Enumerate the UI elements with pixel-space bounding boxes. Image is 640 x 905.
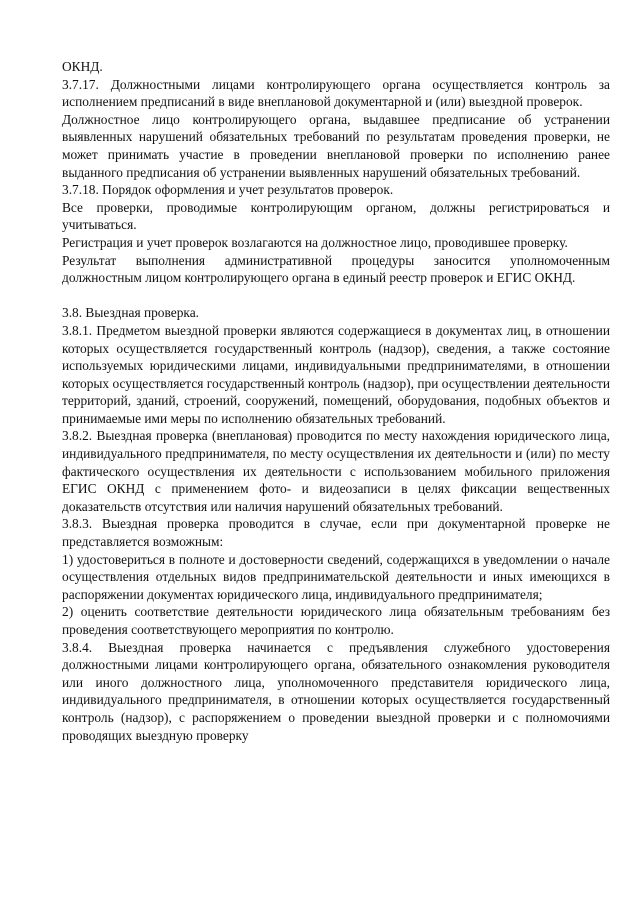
paragraph-3-7-17: 3.7.17. Должностными лицами контролирующего органа осуществляется контроль за исполнением предписаний в виде внеплановой документарной и (или) выездной проверок. <box>62 76 610 110</box>
section-heading-3-8: 3.8. Выездная проверка. <box>62 305 199 321</box>
paragraph-official-restriction: Должностное лицо контролирующего органа, выдавшее предписание об устранении выявленных нарушений обязательных требований по результатам проведения проверки, не может принимать участие в проведении внеплановой проверки по исполнению ранее выданного предписания об устранении выявленных нарушений обязательных требований. <box>62 111 610 180</box>
paragraph-registration: Все проверки, проводимые контролирующим органом, должны регистрироваться и учитываться. <box>62 199 610 233</box>
paragraph-3-8-1: 3.8.1. Предметом выездной проверки являются содержащиеся в документах лиц, в отношении которых осуществляется государственный контроль (надзор), сведения, а также состояние используемых юридическими лицами, индивидуальными предпринимателями, в отношении которых осуществляется государственный контроль (надзор), при осуществлении деятельности территорий, зданий, строений, сооружений, помещений, оборудования, подобных объектов и принимаемые ими меры по исполнению обязательных требований. <box>62 322 610 426</box>
paragraph-3-8-3: 3.8.3. Выездная проверка проводится в случае, если при документарной проверке не представляется возможным: <box>62 516 610 550</box>
list-item-1: 1) удостовериться в полноте и достоверности сведений, содержащихся в уведомлении о начале осуществления отдельных видов предпринимательской деятельности и иных имеющихся в распоряжении документах юридического лица, индивидуального предпринимателя; <box>62 551 610 602</box>
paragraph-3-7-18: 3.7.18. Порядок оформления и учет результатов проверок. <box>62 182 394 198</box>
document-page <box>62 58 610 744</box>
paragraph-3-8-2: 3.8.2. Выездная проверка (внеплановая) проводится по месту нахождения юридического лица, индивидуального предпринимателя, по месту осуществления их деятельности и (или) по месту фактического осуществления их деятельности с использованием мобильного приложения ЕГИС ОКНД с применением фото- и видеозаписи в целях фиксации вещественных доказательств отсутствия или наличия нарушений обязательных требований. <box>62 428 610 514</box>
section-gap <box>62 287 610 305</box>
paragraph-result-entry: Результат выполнения административной процедуры заносится уполномоченным должностным лицом контролирующего органа в единый реестр проверок и ЕГИС ОКНД. <box>62 252 610 286</box>
paragraph-registration-duty: Регистрация и учет проверок возлагаются на должностное лицо, проводившее проверку. <box>62 234 568 250</box>
paragraph-3-8-4: 3.8.4. Выездная проверка начинается с предъявления служебного удостоверения должностными лицами контролирующего органа, обязательного ознакомления руководителя или иного должностного лица, уполномоченного представителя юридического лица, индивидуального предпринимателя, в отношении которых осуществляется государственный контроль (надзор), с распоряжением о проведении выездной проверки и с полномочиями проводящих выездную проверку <box>62 639 610 743</box>
paragraph-okhd-end: ОКНД. <box>62 59 103 74</box>
list-item-2: 2) оценить соответствие деятельности юридического лица обязательным требованиям без проведения соответствующего мероприятия по контролю. <box>62 604 610 637</box>
